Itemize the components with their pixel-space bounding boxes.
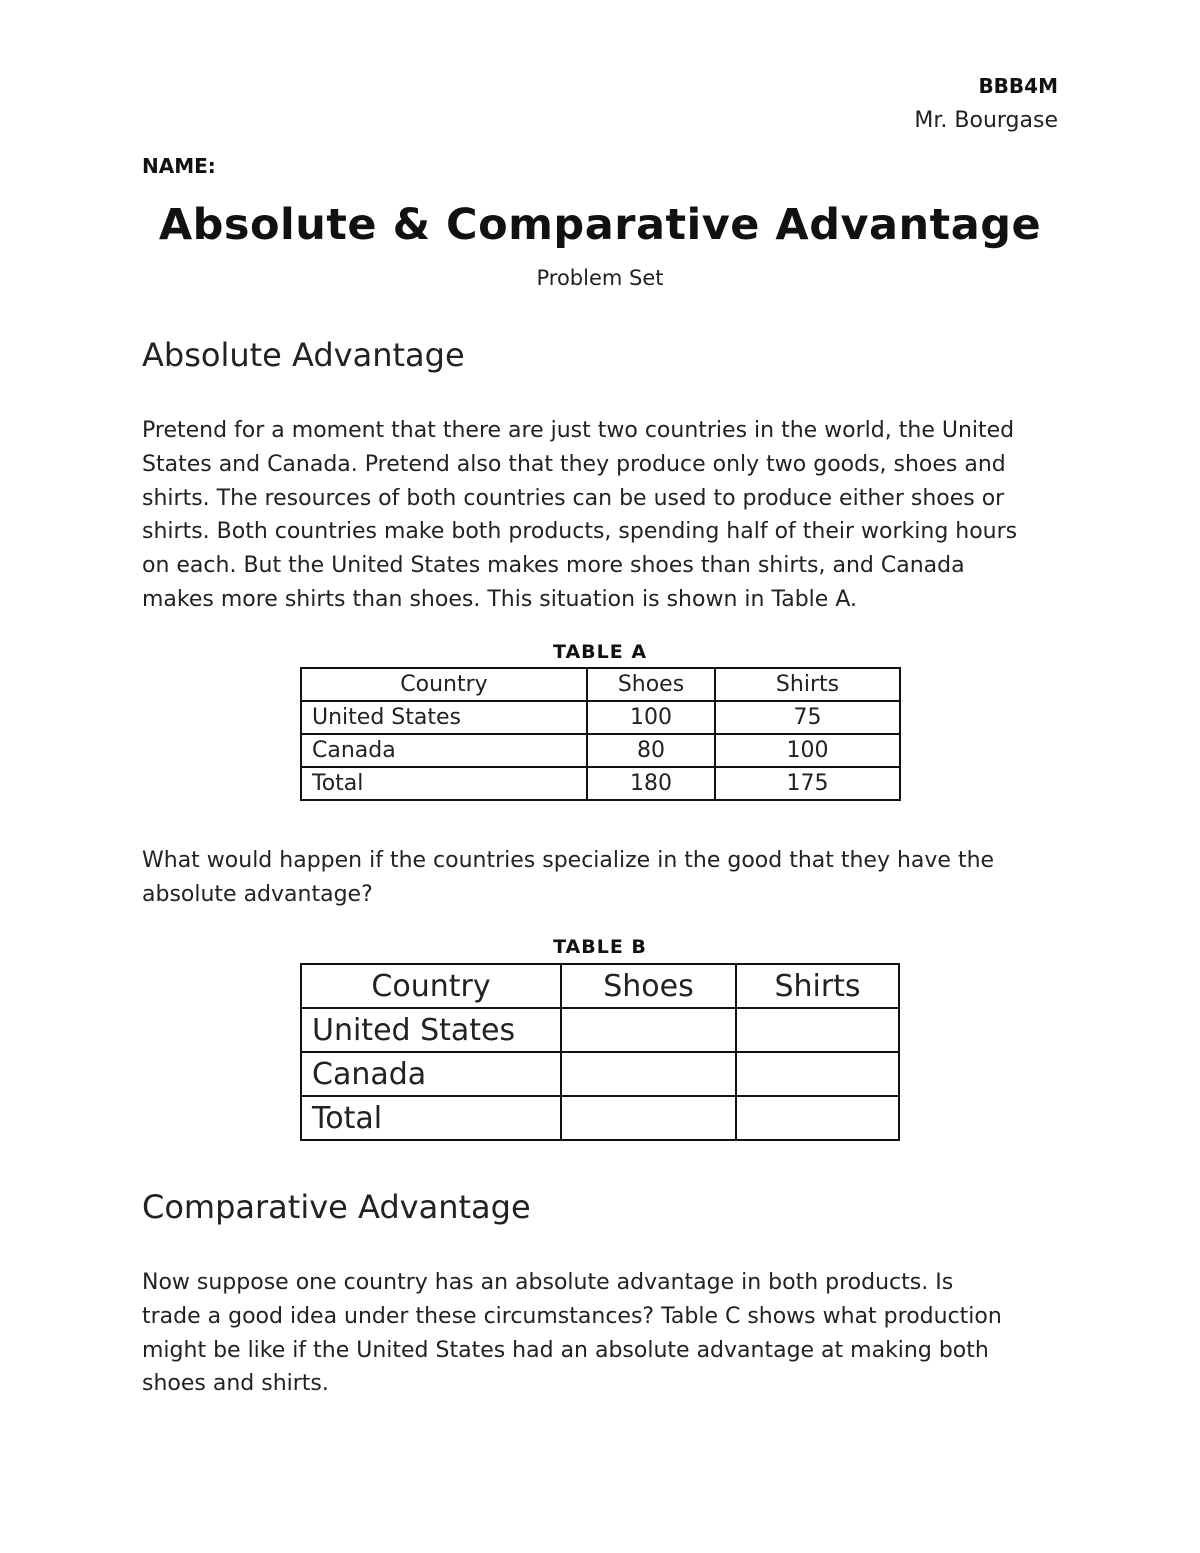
paragraph-line: might be like if the United States had an absolute advantage at making both	[142, 1337, 989, 1363]
absolute-advantage-paragraph	[142, 414, 1072, 617]
table-cell: United States	[301, 1008, 561, 1052]
table-row	[301, 734, 900, 767]
answer-cell[interactable]	[561, 1052, 736, 1096]
table-row	[301, 1052, 899, 1096]
paragraph-line: Now suppose one country has an absolute advantage in both products. Is	[142, 1270, 954, 1295]
name-label: NAME:	[142, 154, 216, 178]
table-header-cell: Country	[301, 668, 587, 701]
paragraph-line: What would happen if the countries specialize in the good that they have the	[142, 848, 995, 873]
answer-cell[interactable]	[561, 1008, 736, 1052]
table-row	[301, 701, 900, 734]
paragraph-line: shirts. Both countries make both products, spending half of their working hours	[142, 519, 1018, 545]
course-code: BBB4M	[978, 74, 1058, 98]
answer-cell[interactable]	[561, 1096, 736, 1140]
table-cell: 180	[587, 767, 715, 800]
table-a-caption: TABLE A	[552, 641, 648, 663]
table-row	[301, 1008, 899, 1052]
table-cell: 75	[715, 701, 900, 734]
table-header-cell: Shirts	[736, 964, 899, 1008]
table-header-cell: Shirts	[715, 668, 900, 701]
table-header-row	[301, 964, 899, 1008]
paragraph-line: on each. But the United States makes more shoes than shirts, and Canada	[142, 553, 965, 579]
paragraph-line: makes more shirts than shoes. This situation is shown in Table A.	[142, 586, 857, 612]
section-heading-comparative: Comparative Advantage	[142, 1188, 531, 1226]
page-subtitle: Problem Set	[536, 266, 664, 290]
specialize-question	[142, 844, 1072, 912]
answer-cell[interactable]	[736, 1052, 899, 1096]
table-row	[301, 767, 900, 800]
table-b	[300, 963, 900, 1141]
table-cell: 100	[715, 734, 900, 767]
table-cell: Total	[301, 767, 587, 800]
answer-cell[interactable]	[736, 1096, 899, 1140]
table-cell: United States	[301, 701, 587, 734]
paragraph-line: absolute advantage?	[142, 881, 373, 907]
table-row	[301, 1096, 899, 1140]
teacher-name: Mr. Bourgase	[914, 108, 1058, 133]
table-header-cell: Country	[301, 964, 561, 1008]
table-a	[300, 667, 901, 801]
table-cell: Canada	[301, 1052, 561, 1096]
paragraph-line: shirts. The resources of both countries can be used to produce either shoes or	[142, 485, 1005, 511]
table-cell: 175	[715, 767, 900, 800]
comparative-advantage-paragraph	[142, 1266, 1072, 1401]
paragraph-line: trade a good idea under these circumstances? Table C shows what production	[142, 1303, 1002, 1329]
table-b-caption: TABLE B	[553, 936, 647, 958]
paragraph-line: shoes and shirts.	[142, 1371, 329, 1397]
table-header-row	[301, 668, 900, 701]
paragraph-line: States and Canada. Pretend also that they produce only two goods, shoes and	[142, 451, 1006, 477]
table-cell: 100	[587, 701, 715, 734]
table-cell: Total	[301, 1096, 561, 1140]
table-cell: Canada	[301, 734, 587, 767]
table-cell: 80	[587, 734, 715, 767]
answer-cell[interactable]	[736, 1008, 899, 1052]
paragraph-line: Pretend for a moment that there are just two countries in the world, the United	[142, 418, 1015, 443]
page-title: Absolute & Comparative Advantage	[158, 200, 1042, 250]
table-header-cell: Shoes	[561, 964, 736, 1008]
table-header-cell: Shoes	[587, 668, 715, 701]
section-heading-absolute: Absolute Advantage	[142, 336, 465, 374]
